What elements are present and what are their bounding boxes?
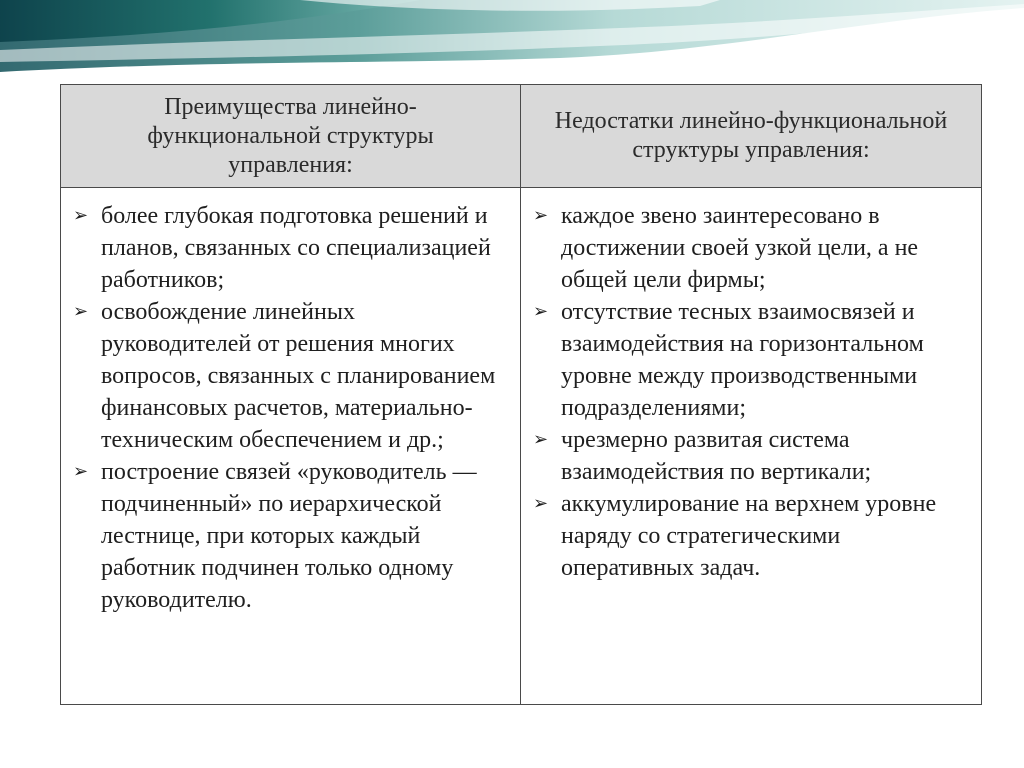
arrowhead-bullet-icon: ➢ xyxy=(73,301,89,322)
list-item: ➢ отсутствие тесных взаимосвязей и взаимодействия на горизонтальном уровне между производственными подразделениями; xyxy=(533,296,961,424)
arrowhead-bullet-icon: ➢ xyxy=(73,205,89,226)
arrowhead-bullet-icon: ➢ xyxy=(533,429,549,450)
decorative-wave-banner xyxy=(0,0,1024,80)
disadvantages-header: Недостатки линейно-функциональной структуры управления: xyxy=(521,85,981,188)
list-item: ➢ каждое звено заинтересовано в достижении своей узкой цели, а не общей цели фирмы; xyxy=(533,200,961,296)
list-item: ➢ чрезмерно развитая система взаимодействия по вертикали; xyxy=(533,424,961,488)
comparison-table xyxy=(60,84,982,705)
advantages-list xyxy=(73,200,500,616)
disadvantages-cell xyxy=(521,188,981,704)
list-item: ➢ аккумулирование на верхнем уровне наряду со стратегическими оперативных задач. xyxy=(533,488,961,584)
advantages-cell xyxy=(61,188,521,704)
arrowhead-bullet-icon: ➢ xyxy=(73,461,89,482)
arrowhead-bullet-icon: ➢ xyxy=(533,493,549,514)
disadvantages-list xyxy=(533,200,961,584)
list-item: ➢ более глубокая подготовка решений и планов, связанных со специализацией работников; xyxy=(73,200,500,296)
arrowhead-bullet-icon: ➢ xyxy=(533,205,549,226)
list-item: ➢ построение связей «руководитель — подчиненный» по иерархической лестнице, при которых каждый работник подчинен только одному руководителю. xyxy=(73,456,500,616)
advantages-header: Преимущества линейно-функциональной структуры управления: xyxy=(61,85,521,188)
arrowhead-bullet-icon: ➢ xyxy=(533,301,549,322)
list-item: ➢ освобождение линейных руководителей от решения многих вопросов, связанных с планированием финансовых расчетов, материально-техническим обеспечением и др.; xyxy=(73,296,500,456)
